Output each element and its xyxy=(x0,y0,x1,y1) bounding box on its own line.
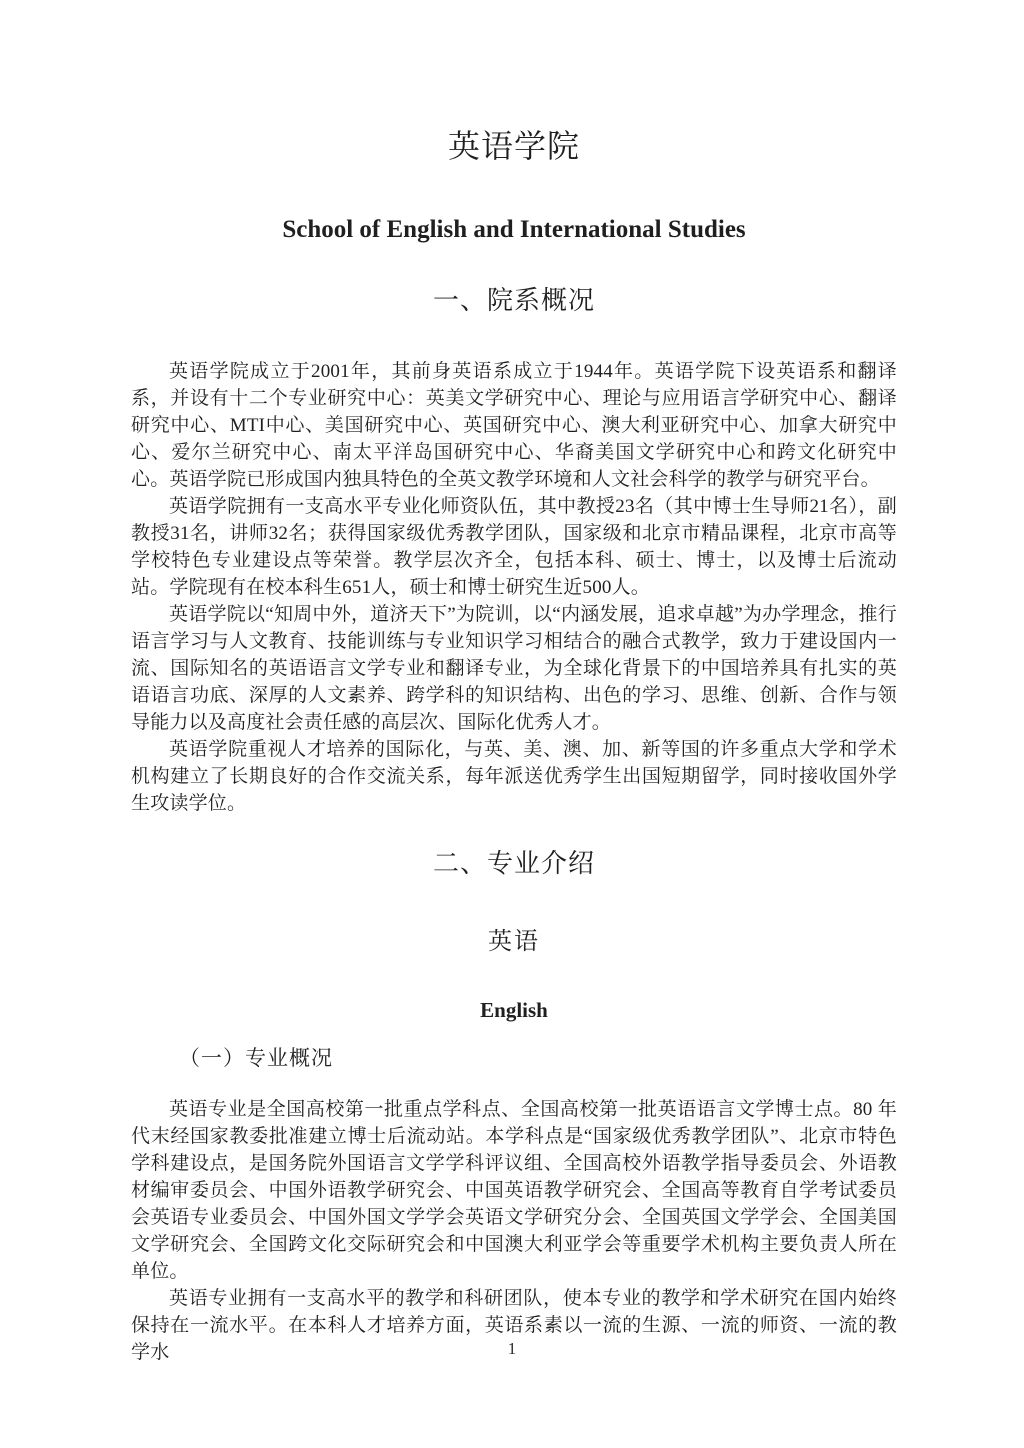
section-2-heading: 二、专业介绍 xyxy=(432,848,595,878)
page-title-english: School of English and International Studies xyxy=(282,216,746,243)
body-paragraph: 英语学院成立于2001年，其前身英语系成立于1944年。英语学院下设英语系和翻译系，并设有十二个专业研究中心：英美文学研究中心、理论与应用语言学研究中心、翻译研究中心、MTI中心、美国研究中心、英国研究中心、澳大利亚研究中心、加拿大研究中心、爱尔兰研究中心、南太平洋岛国研究中心、华裔美国文学研究中心和跨文化研究中心。英语学院已形成国内独具特色的全英文教学环境和人文社会科学的教学与研究平台。 xyxy=(131,361,897,490)
body-paragraph: 英语学院拥有一支高水平专业化师资队伍，其中教授23名（其中博士生导师21名），副教授31名，讲师32名；获得国家级优秀教学团队，国家级和北京市精品课程，北京市高等学校特色专业建设点等荣誉。教学层次齐全，包括本科、硕士、博士，以及博士后流动站。学院现有在校本科生651人，硕士和博士研究生近500人。 xyxy=(131,496,897,598)
page-number: 1 xyxy=(507,1339,517,1358)
major-title-english: English xyxy=(480,998,548,1022)
body-paragraph: 英语学院以“知周中外，道济天下”为院训，以“内涵发展，追求卓越”为办学理念，推行语言学习与人文教育、技能训练与专业知识学习相结合的融合式教学，致力于建设国内一流、国际知名的英语语言文学专业和翻译专业，为全球化背景下的中国培养具有扎实的英语语言功底、深厚的人文素养、跨学科的知识结构、出色的学习、思维、创新、合作与领导能力以及高度社会责任感的高层次、国际化优秀人才。 xyxy=(131,604,897,733)
body-paragraph: 英语专业是全国高校第一批重点学科点、全国高校第一批英语语言文学博士点。80 年代末经国家教委批准建立博士后流动站。本学科点是“国家级优秀教学团队”、北京市特色学科建设点，是国务院外国语言文学学科评议组、全国高校外语教学指导委员会、外语教材编审委员会、中国外语教学研究会、中国英语教学研究会、全国高等教育自学考试委员会英语专业委员会、中国外国文学学会英语文学研究分会、全国英国文学学会、全国美国文学研究会、全国跨文化交际研究会和中国澳大利亚学会等重要学术机构主要负责人所在单位。 xyxy=(131,1099,897,1282)
section-1-heading: 一、院系概况 xyxy=(432,285,595,315)
page-title: 英语学院 xyxy=(447,128,580,164)
body-paragraph: 英语专业拥有一支高水平的教学和科研团队，使本专业的教学和学术研究在国内始终保持在一流水平。在本科人才培养方面，英语系素以一流的生源、一流的师资、一流的教学水 xyxy=(131,1288,897,1363)
subsection-heading: （一）专业概况 xyxy=(179,1047,333,1070)
major-title-chinese: 英语 xyxy=(488,928,540,955)
body-paragraph: 英语学院重视人才培养的国际化，与英、美、澳、加、新等国的许多重点大学和学术机构建立了长期良好的合作交流关系，每年派送优秀学生出国短期留学，同时接收国外学生攻读学位。 xyxy=(131,739,897,814)
